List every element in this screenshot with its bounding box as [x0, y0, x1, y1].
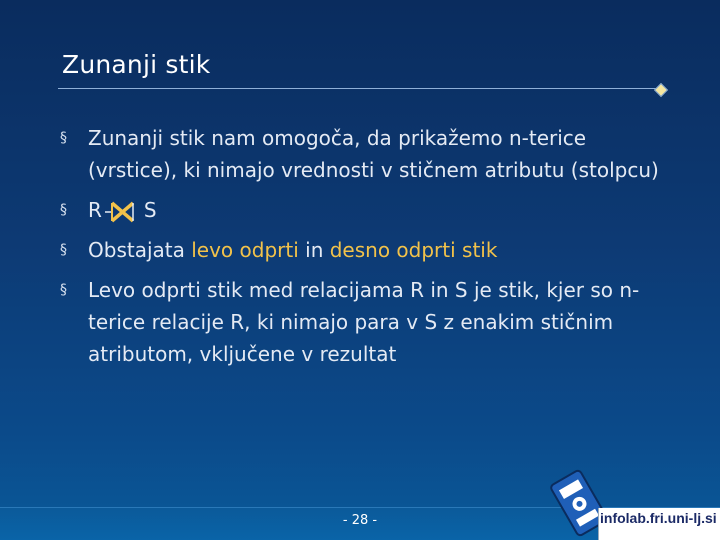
page-number: - 28 - — [342, 513, 378, 528]
bullet-mark-icon: § — [60, 130, 67, 146]
bullet-item — [60, 234, 680, 266]
highlight-right-outer: desno odprti stik — [329, 238, 498, 262]
bullet-text: Obstajata — [88, 238, 192, 262]
bullet-list — [60, 122, 680, 378]
bullet-item — [60, 122, 680, 186]
bullet-text: in — [298, 238, 330, 262]
bullet-mark-icon: § — [60, 202, 67, 218]
highlight-left-outer: levo odprti — [191, 238, 299, 262]
relation-left: R — [88, 198, 102, 222]
slide-title: Zunanji stik — [62, 50, 211, 79]
diamond-ornament-icon — [654, 83, 668, 97]
bullet-mark-icon: § — [60, 242, 67, 258]
bullet-text: Zunanji stik nam omogoča, da prikažemo n-terice (vrstice), ki nimajo vrednosti v stičnem atributu (stolpcu) — [88, 126, 659, 182]
relation-right: S — [143, 198, 157, 222]
title-divider — [58, 88, 658, 89]
outer-join-icon — [104, 201, 142, 223]
site-logo-text: infolab.fri.uni-lj.si — [600, 510, 717, 526]
bullet-text: Levo odprti stik med relacijama R in S je stik, kjer so n-terice relacije R, ki nimajo para v S z enakim stičnim atributom, vključene v rezultat — [88, 278, 640, 366]
bullet-mark-icon: § — [60, 282, 67, 298]
bullet-item — [60, 274, 680, 370]
bullet-item — [60, 194, 680, 226]
